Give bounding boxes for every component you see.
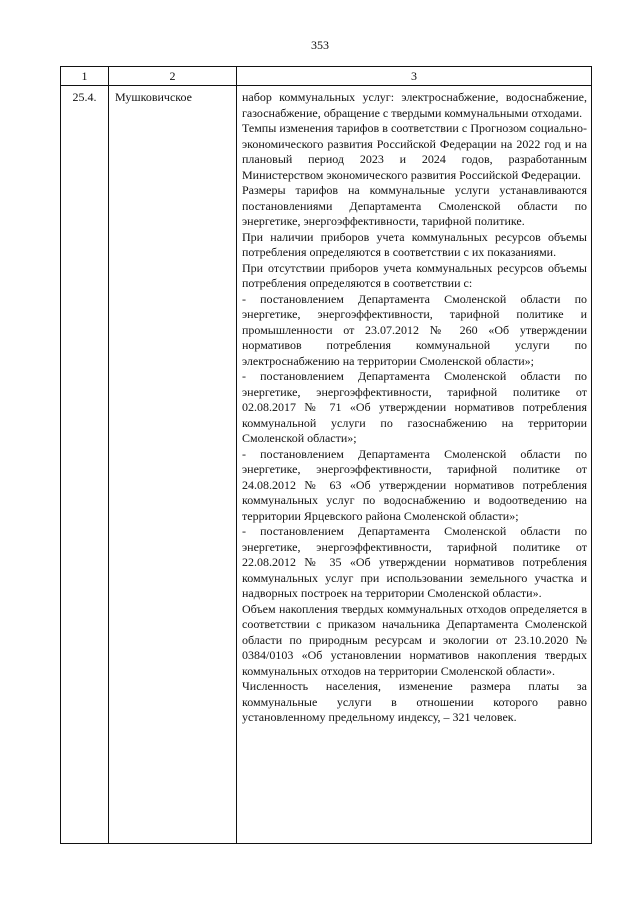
table-row [61,86,592,844]
list-item-water: - постановлением Департамента Смоленской области по энергетике, энергоэффективности, тарифной политике от 24.08.2012 № 63 «Об утверждении нормативов потребления коммунальных услуг по водоснабжению и водоотведению на территории Ярцевского района Смоленской области»; [242,446,587,523]
page-number: 353 [311,38,329,52]
paragraph-waste: Объем накопления твердых коммунальных отходов определяется в соответствии с приказом начальника Департамента Смоленской области по природным ресурсам и экологии от 23.10.2020 № 0384/0103 «Об установлении нормативов накопления твердых коммунальных отходов на территории Смоленской области». [242,601,587,678]
settlement-cell [109,86,237,844]
paragraph-population: Численность населения, изменение размера платы за коммунальные услуги в отношении которого равно установленному предельному индексу, – 321 человек. [242,679,587,724]
description-cell [237,86,592,844]
paragraph-with-meters: При наличии приборов учета коммунальных ресурсов объемы потребления определяются в соответствии с их показаниями. [242,229,587,259]
list-item-land-plot: - постановлением Департамента Смоленской области по энергетике, энергоэффективности, тарифной политике от 22.08.2012 № 35 «Об утверждении нормативов потребления коммунальных услуг при использовании земельного участка и надворных построек на территории Смоленской области». [242,524,587,600]
list-item-gas: - постановлением Департамента Смоленской области по энергетике, энергоэффективности, тарифной политике от 02.08.2017 № 71 «Об утверждении нормативов потребления коммунальной услуги по газоснабжению на территории Смоленской области»; [242,369,587,445]
tariff-table [60,66,592,844]
column-header-2: 2 [109,67,237,86]
table-header-row [61,67,592,86]
paragraph-tariff-rates: Темпы изменения тарифов в соответствии с Прогнозом социально-экономического развития Российской Федерации на 2022 год и на плановый период 2023 и 2024 годов, разработанным Министерством экономического развития Российской Федерации. [242,121,587,182]
list-item-electricity: - постановлением Департамента Смоленской области по энергетике, энергоэффективности, тарифной политике и промышленности от 23.07.2012 № 260 «Об утверждении нормативов потребления коммунальной услуги по электроснабжению на территории Смоленской области»; [242,291,587,368]
paragraph-without-meters: При отсутствии приборов учета коммунальных ресурсов объемы потребления определяются в соответствии с: [242,260,587,290]
paragraph-services: набор коммунальных услуг: электроснабжение, водоснабжение, газоснабжение, обращение с твердыми коммунальными отходами. [242,90,587,120]
row-number: 25.4. [72,90,97,104]
column-header-1: 1 [61,67,109,86]
paragraph-tariff-sizes: Размеры тарифов на коммунальные услуги устанавливаются постановлениями Департамента Смоленской области по энергетике, энергоэффективности, тарифной политике. [242,183,587,228]
settlement-name: Мушковичское [115,90,192,104]
column-header-3: 3 [237,67,592,86]
row-number-cell [61,86,109,844]
